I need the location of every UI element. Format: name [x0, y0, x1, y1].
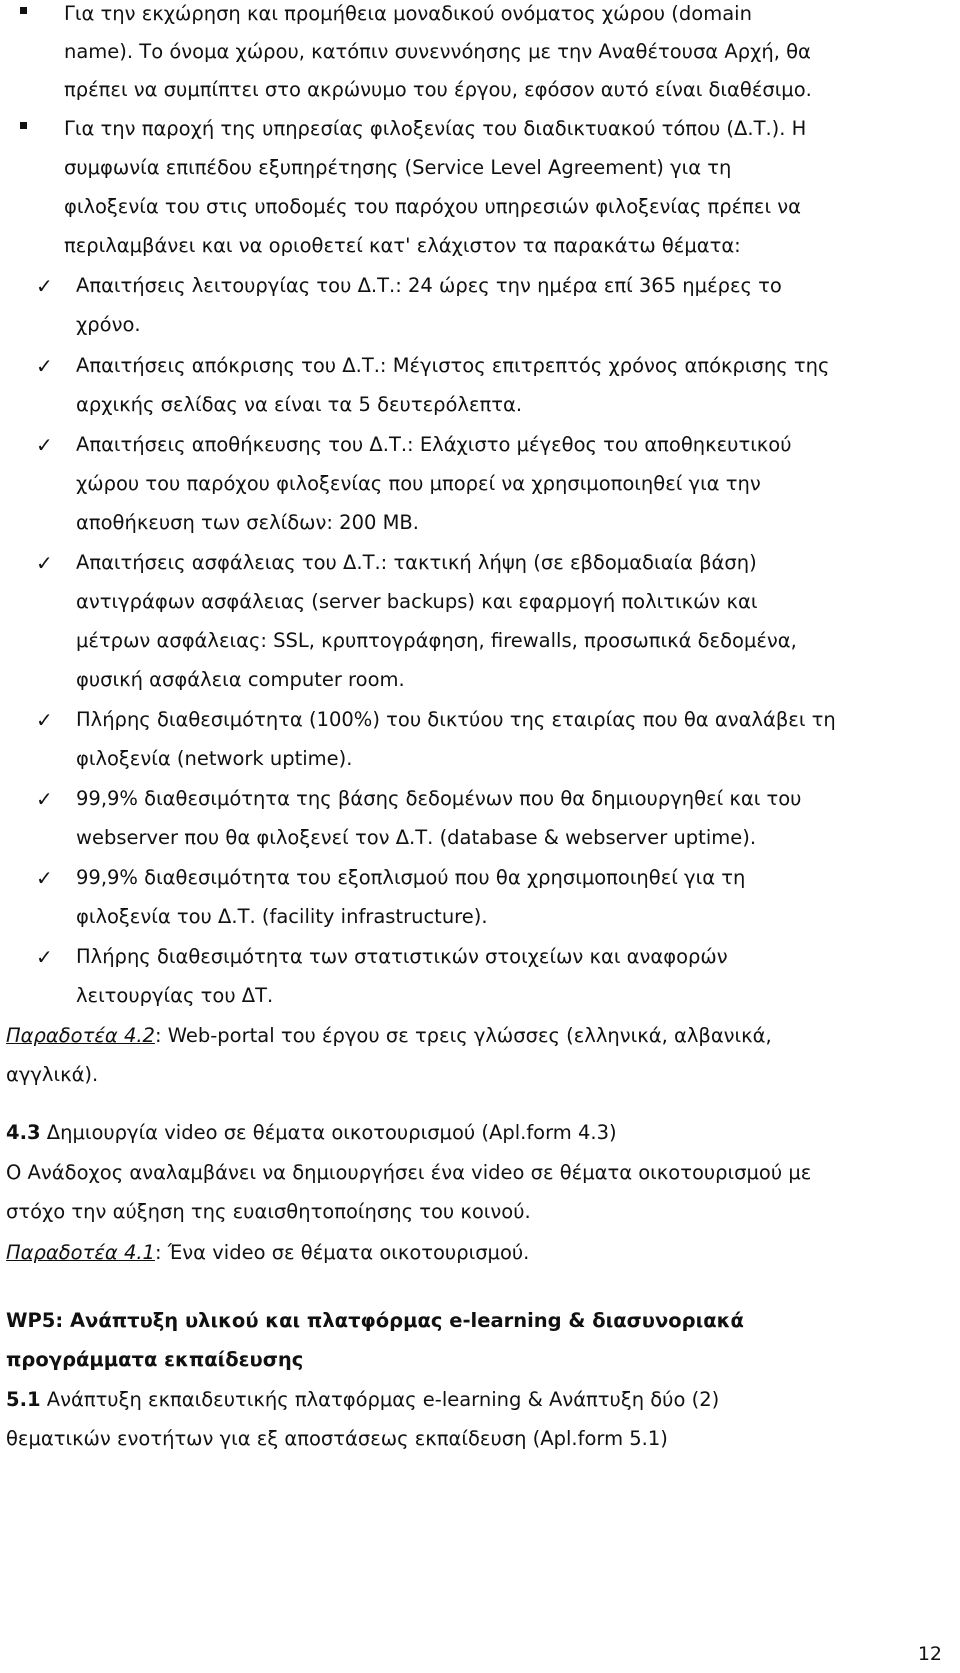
text-line: χρόνο. — [76, 313, 141, 336]
text-line: αντιγράφων ασφάλειας (server backups) και εφαρμογή πολιτικών και — [76, 590, 758, 613]
text-line: Απαιτήσεις ασφάλειας του Δ.Τ.: τακτική λήψη (σε εβδομαδιαία βάση) — [76, 551, 757, 574]
check-item — [0, 346, 960, 386]
square-bullet-icon — [20, 7, 27, 14]
section-number: 4.3 — [6, 1121, 41, 1144]
deliverable-label: Παραδοτέα 4.2 — [6, 1024, 155, 1047]
section-title: Ανάπτυξη εκπαιδευτικής πλατφόρμας e-learning & Ανάπτυξη δύο (2) — [40, 1388, 720, 1411]
section-number: 5.1 — [6, 1388, 41, 1411]
checkmark-icon: ✓ — [36, 274, 53, 298]
checkmark-icon: ✓ — [36, 551, 53, 575]
checkmark-icon: ✓ — [36, 866, 53, 890]
text-line: λειτουργίας του ΔΤ. — [76, 984, 274, 1007]
text-line: 99,9% διαθεσιμότητα της βάσης δεδομένων που θα δημιουργηθεί και του — [76, 787, 802, 810]
text-line: συμφωνία επιπέδου εξυπηρέτησης (Service Level Agreement) για τη — [64, 156, 732, 179]
text-line: φυσική ασφάλεια computer room. — [76, 668, 405, 691]
wp5-title: WP5: Ανάπτυξη υλικού και πλατφόρμας e-learning & διασυνοριακά — [6, 1309, 744, 1332]
deliverable-label: Παραδοτέα 4.1 — [6, 1241, 155, 1264]
check-item — [0, 425, 960, 465]
deliverable-text: : Web-portal του έργου σε τρεις γλώσσες (ελληνικά, αλβανικά, — [154, 1024, 772, 1047]
check-item — [0, 543, 960, 583]
check-item — [0, 937, 960, 977]
text-line: webserver που θα φιλοξενεί τον Δ.Τ. (database & webserver uptime). — [76, 826, 757, 849]
checkmark-icon: ✓ — [36, 708, 53, 732]
text-line: μέτρων ασφάλειας: SSL, κρυπτογράφηση, firewalls, προσωπικά δεδομένα, — [76, 629, 797, 652]
text-line: Για την παροχή της υπηρεσίας φιλοξενίας του διαδικτυακού τόπου (Δ.Τ.). Η — [64, 117, 807, 140]
text-line: αγγλικά). — [6, 1063, 99, 1086]
deliverable-text: : Ένα video σε θέματα οικοτουρισμού. — [154, 1241, 530, 1264]
deliverable-4-2 — [0, 1016, 960, 1056]
text-line: name). Το όνομα χώρου, κατόπιν συνεννόησης με την Αναθέτουσα Αρχή, θα — [64, 40, 811, 63]
wp5-title: προγράμματα εκπαίδευσης — [6, 1348, 304, 1371]
text-line: φιλοξενία του Δ.Τ. (facility infrastructure). — [76, 905, 488, 928]
section-4-3-heading — [0, 1113, 960, 1153]
checkmark-icon: ✓ — [36, 945, 53, 969]
text-line: Απαιτήσεις λειτουργίας του Δ.Τ.: 24 ώρες την ημέρα επί 365 ημέρες το — [76, 274, 782, 297]
section-title: Δημιουργία video σε θέματα οικοτουρισμού (Apl.form 4.3) — [40, 1121, 617, 1144]
text-line: Απαιτήσεις αποθήκευσης του Δ.Τ.: Ελάχιστο μέγεθος του αποθηκευτικού — [76, 433, 792, 456]
check-item — [0, 266, 960, 306]
section-5-1-heading — [0, 1380, 960, 1420]
checkmark-icon: ✓ — [36, 354, 53, 378]
text-line: αρχικής σελίδας να είναι τα 5 δευτερόλεπτα. — [76, 393, 523, 416]
text-line: στόχο την αύξηση της ευαισθητοποίησης του κοινού. — [6, 1200, 531, 1223]
text-line: Πλήρης διαθεσιμότητα των στατιστικών στοιχείων και αναφορών — [76, 945, 728, 968]
text-line: φιλοξενία του στις υποδομές του παρόχου υπηρεσιών φιλοξενίας πρέπει να — [64, 195, 802, 218]
text-line: θεματικών ενοτήτων για εξ αποστάσεως εκπαίδευση (Apl.form 5.1) — [6, 1427, 668, 1450]
text-line: φιλοξενία (network uptime). — [76, 747, 353, 770]
check-item — [0, 858, 960, 898]
checkmark-icon: ✓ — [36, 433, 53, 457]
bullet-item — [0, 109, 960, 149]
text-line: Για την εκχώρηση και προμήθεια μοναδικού ονόματος χώρου (domain — [64, 2, 752, 25]
text-line: αποθήκευση των σελίδων: 200 MB. — [76, 511, 419, 534]
deliverable-4-1 — [0, 1233, 960, 1273]
text-line: πρέπει να συμπίπτει στο ακρώνυμο του έργου, εφόσον αυτό είναι διαθέσιμο. — [64, 78, 812, 101]
text-line: περιλαμβάνει και να οριοθετεί κατ' ελάχιστον τα παρακάτω θέματα: — [64, 234, 741, 257]
text-line: χώρου του παρόχου φιλοξενίας που μπορεί να χρησιμοποιηθεί για την — [76, 472, 761, 495]
check-item — [0, 700, 960, 740]
text-line: 99,9% διαθεσιμότητα του εξοπλισμού που θα χρησιμοποιηθεί για τη — [76, 866, 746, 889]
text-line: Ο Ανάδοχος αναλαμβάνει να δημιουργήσει ένα video σε θέματα οικοτουρισμού με — [6, 1161, 812, 1184]
text-line: Απαιτήσεις απόκρισης του Δ.Τ.: Μέγιστος επιτρεπτός χρόνος απόκρισης της — [76, 354, 830, 377]
text-line: Πλήρης διαθεσιμότητα (100%) του δικτύου της εταιρίας που θα αναλάβει τη — [76, 708, 836, 731]
bullet-item — [0, 0, 960, 34]
checkmark-icon: ✓ — [36, 787, 53, 811]
square-bullet-icon — [20, 122, 27, 129]
check-item — [0, 779, 960, 819]
page-number: 12 — [917, 1643, 942, 1665]
